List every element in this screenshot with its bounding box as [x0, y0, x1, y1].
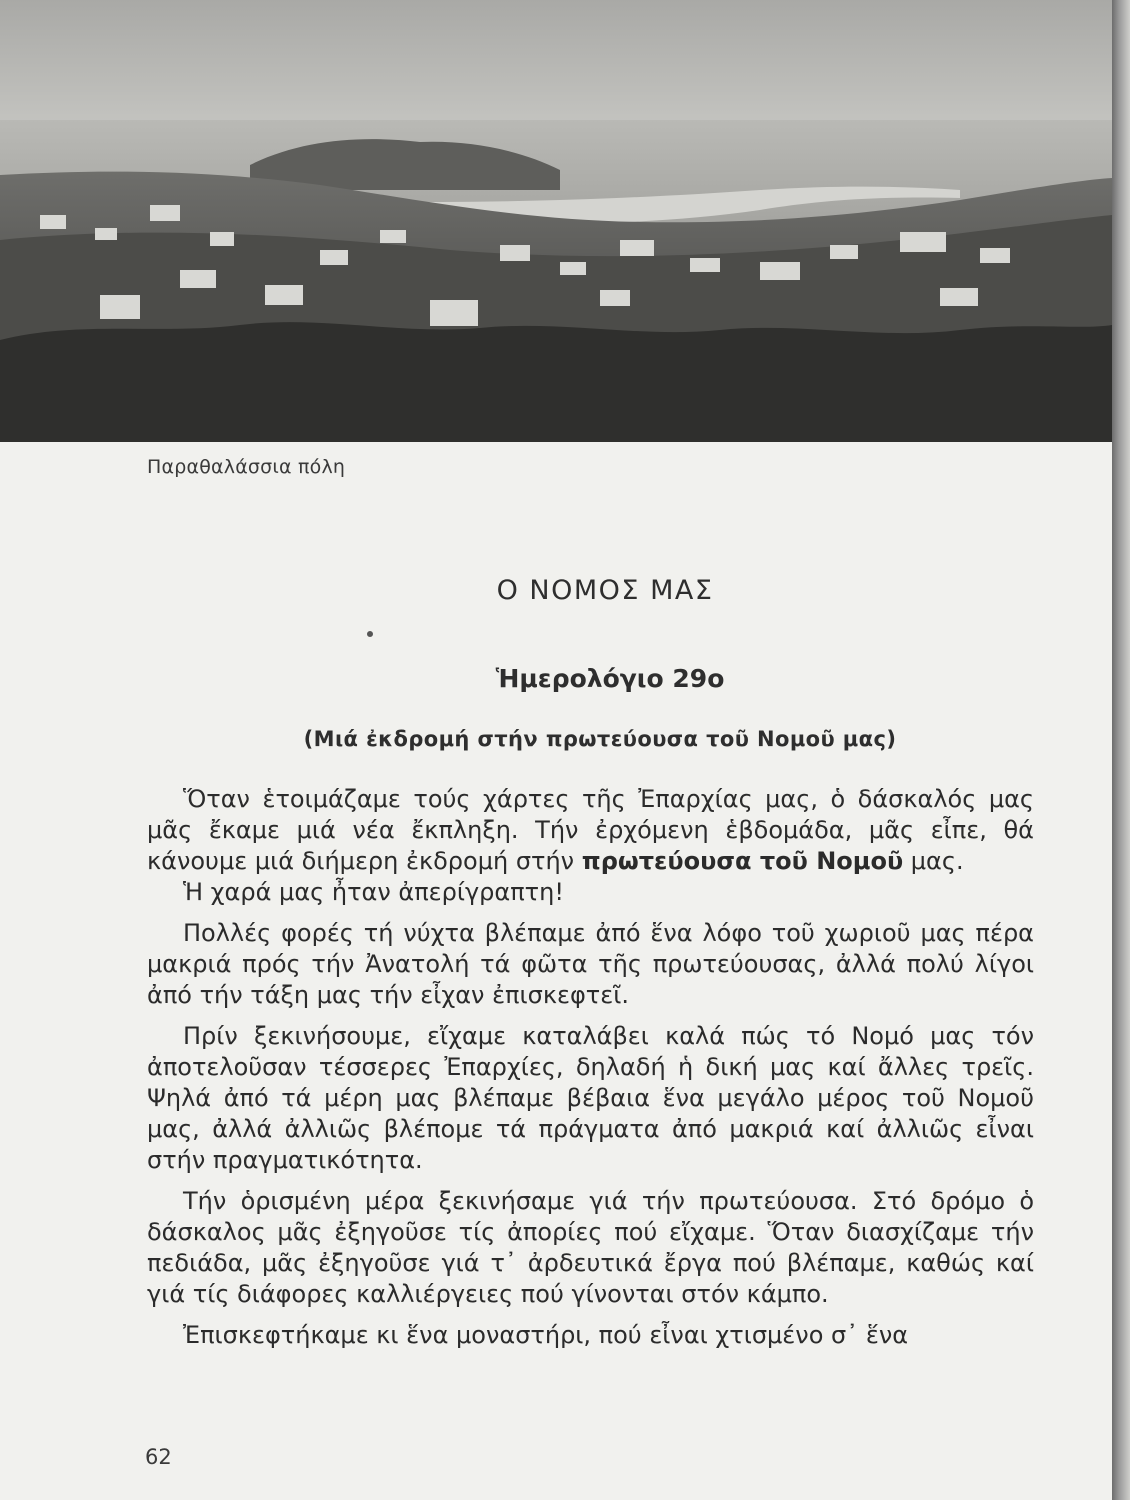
diary-heading: Ἡμερολόγιο 29ο — [495, 664, 725, 693]
chapter-title: Ο ΝΟΜΟΣ ΜΑΣ — [496, 575, 714, 606]
page-number: 62 — [145, 1445, 172, 1469]
photo-foreground-trees — [0, 322, 1112, 442]
paragraph-5: Τήν ὁρισμένη μέρα ξεκινήσαμε γιά τήν πρωτεύουσα. Στό δρόμο ὁ δάσκαλος μᾶς ἐξηγοῦσε τίς ἀπορίες πού εἴχαμε. Ὅταν διασχίζαμε τήν πεδιάδα, μᾶς ἐξηγοῦσε γιά τ᾿ ἀρδευτικά ἔργα πού βλέπαμε, καθώς καί γιά τίς διάφορες καλλιέργειες πού γίνονται στόν κάμπο. — [147, 1187, 1034, 1308]
paragraph-1-bold: πρωτεύουσα τοῦ Νομοῦ — [581, 847, 904, 875]
photo-caption: Παραθαλάσσια πόλη — [147, 456, 346, 478]
paragraph-2: Ἡ χαρά μας ἦταν ἀπερίγραπτη! — [183, 878, 564, 906]
paragraph-1-start: Ὅταν ἑτοιμάζαμε τούς χάρτες τῆς Ἐπαρχίας μας, ὁ δάσκαλός μας μᾶς ἔκαμε μιά νέα ἔκπληξη. Τήν ἐρχόμενη ἑβδομάδα, μᾶς εἶπε, θά κάνουμε μιά διήμερη ἐκδρομή στήν — [147, 785, 1034, 875]
paragraph-6: Ἐπισκεφτήκαμε κι ἕνα μοναστήρι, πού εἶναι χτισμένο σ᾿ ἕνα — [183, 1321, 909, 1349]
paragraph-1-end: μας. — [903, 847, 964, 875]
seaside-town-photo — [0, 0, 1112, 442]
paragraph-3: Πολλές φορές τή νύχτα βλέπαμε ἀπό ἕνα λόφο τοῦ χωριοῦ μας πέρα μακριά πρός τήν Ἀνατολή τά φῶτα τῆς πρωτεύουσας, ἀλλά πολύ λίγοι ἀπό τήν τάξη μας τήν εἶχαν ἐπισκεφτεῖ. — [147, 919, 1034, 1009]
trip-subheading: (Μιά ἐκδρομή στήν πρωτεύουσα τοῦ Νομοῦ μας) — [303, 727, 897, 751]
stray-ink-mark — [367, 631, 373, 637]
paragraph-4: Πρίν ξεκινήσουμε, εἴχαμε καταλάβει καλά πώς τό Νομό μας τόν ἀποτελοῦσαν τέσσερες Ἐπαρχίες, δηλαδή ἡ δική μας καί ἄλλες τρεῖς. Ψηλά ἀπό τά μέρη μας βλέπαμε βέβαια ἕνα μεγάλο μέρος τοῦ Νομοῦ μας, ἀλλά ἀλλιῶς βλέπομε τά πράγματα ἀπό μακριά καί ἀλλιῶς εἶναι στήν πραγματικότητα. — [147, 1022, 1034, 1174]
paragraph-1 — [147, 784, 1034, 877]
body-text — [147, 784, 1034, 1351]
